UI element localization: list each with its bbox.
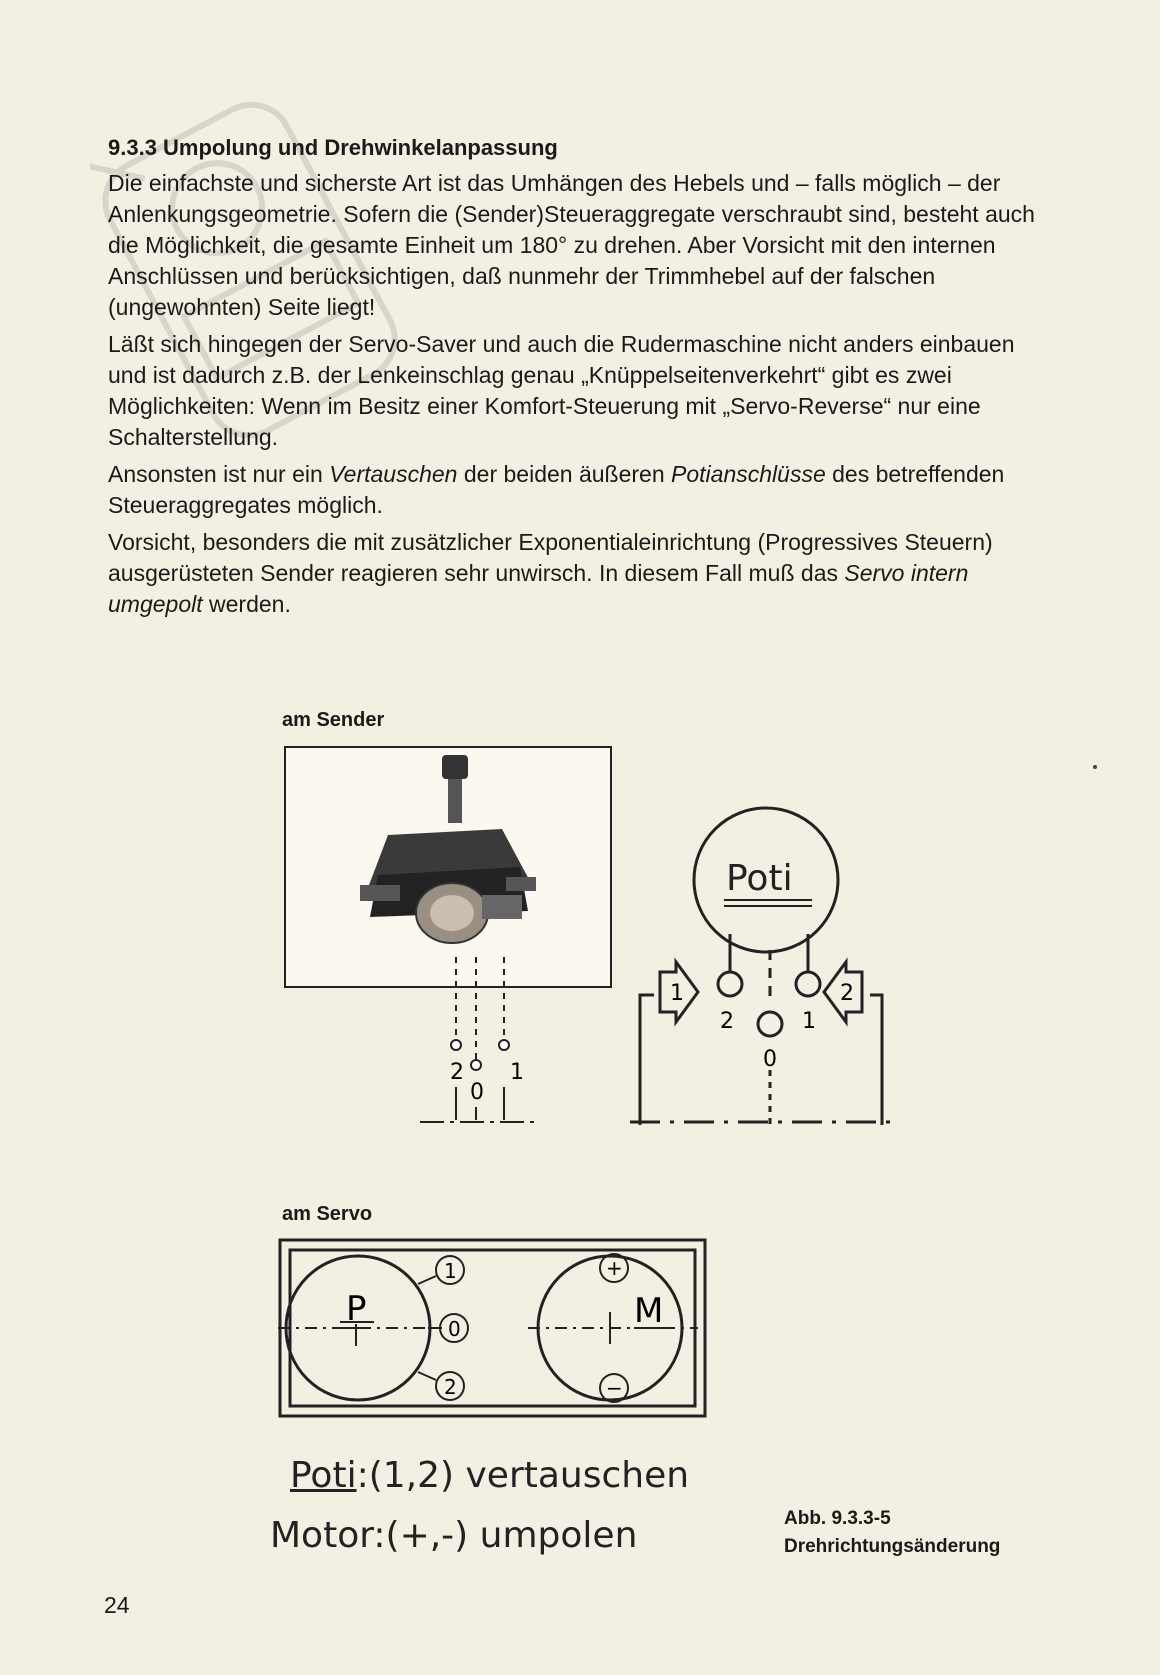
poti-schematic <box>630 800 910 1130</box>
text-run: des betreffenden Steueraggregates möglich. <box>108 461 1005 518</box>
sender-pin-label-2: 2 <box>450 1060 464 1085</box>
poti-terminal-0: 0 <box>763 1047 777 1072</box>
handwritten-line-2: Motor:(+,-) umpolen <box>270 1515 638 1556</box>
handwritten-poti-word: Poti <box>290 1455 357 1496</box>
paragraph-2 <box>108 329 1058 453</box>
text-run: Vorsicht, besonders die mit zusätzlicher Exponentialeinrichtung (Progressives Steuern) ausgerüsteten Sender reagieren sehr unwirsch. In diesem Fall muß das <box>108 529 993 586</box>
poti-terminal-1: 1 <box>802 1009 816 1034</box>
servo-motor-minus: − <box>606 1376 623 1400</box>
italic-run: Servo intern umgepolt <box>108 560 969 617</box>
handwritten-line-1-rest: :(1,2) vertauschen <box>356 1455 690 1496</box>
text-run: der beiden äußeren <box>457 461 672 487</box>
servo-diagram <box>278 1238 718 1423</box>
servo-pot-terminal-0: 0 <box>448 1317 461 1341</box>
text-run: Läßt sich hingegen der Servo-Saver und auch die Rudermaschine nicht anders einbauen und ist dadurch z.B. der Lenkeinschlag genau „Knüppelseitenverkehrt“ gibt es zwei Möglichkeiten: Wenn im Besitz einer Komfort-Steuerung mit „Servo-Reverse“ nur eine Schalterstellung. <box>108 331 1015 450</box>
paragraph-3 <box>108 459 1058 521</box>
handwritten-line-1 <box>290 1455 689 1496</box>
sender-diagram <box>270 735 620 1135</box>
caption-number: Abb. 9.3.3-5 <box>784 1508 891 1529</box>
servo-pot-letter: P <box>346 1289 367 1329</box>
caption-title: Drehrichtungsänderung <box>784 1536 1001 1557</box>
italic-run: Potianschlüsse <box>671 461 826 487</box>
servo-motor-letter: M <box>634 1291 664 1331</box>
scan-speck <box>1093 765 1097 769</box>
arrow-1-label: 1 <box>670 981 684 1006</box>
text-run: Ansonsten ist nur ein <box>108 461 330 487</box>
sender-pin-label-0: 0 <box>470 1080 484 1105</box>
text-run: Die einfachste und sicherste Art ist das Umhängen des Hebels und – falls möglich – der Anlenkungsgeometrie. Sofern die (Sender)Steueraggregate verschraubt sind, besteht auch die Möglichkeit, die gesamte Einheit um 180° zu drehen. Aber Vorsicht mit den internen Anschlüssen und berücksichtigen, daß nunmehr der Trimmhebel auf der falschen (ungewohnten) Seite liegt! <box>108 170 1035 320</box>
text-run: werden. <box>202 591 291 617</box>
poti-title: Poti <box>726 858 793 899</box>
sender-pin-label-1: 1 <box>510 1060 524 1085</box>
paragraph-1 <box>108 168 1058 323</box>
page-number: 24 <box>104 1592 130 1618</box>
servo-pot-terminal-1: 1 <box>444 1259 457 1283</box>
servo-motor-plus: + <box>606 1256 623 1280</box>
label-am-sender: am Sender <box>282 709 385 731</box>
paragraph-4 <box>108 527 1058 620</box>
poti-terminal-2: 2 <box>720 1009 734 1034</box>
figure-caption <box>784 1505 1000 1561</box>
body-text <box>108 168 1058 626</box>
label-am-servo: am Servo <box>282 1203 373 1225</box>
italic-run: Vertauschen <box>329 461 458 487</box>
arrow-2-label: 2 <box>840 981 854 1006</box>
servo-pot-terminal-2: 2 <box>444 1375 457 1399</box>
section-heading: 9.3.3 Umpolung und Drehwinkelanpassung <box>108 135 558 160</box>
